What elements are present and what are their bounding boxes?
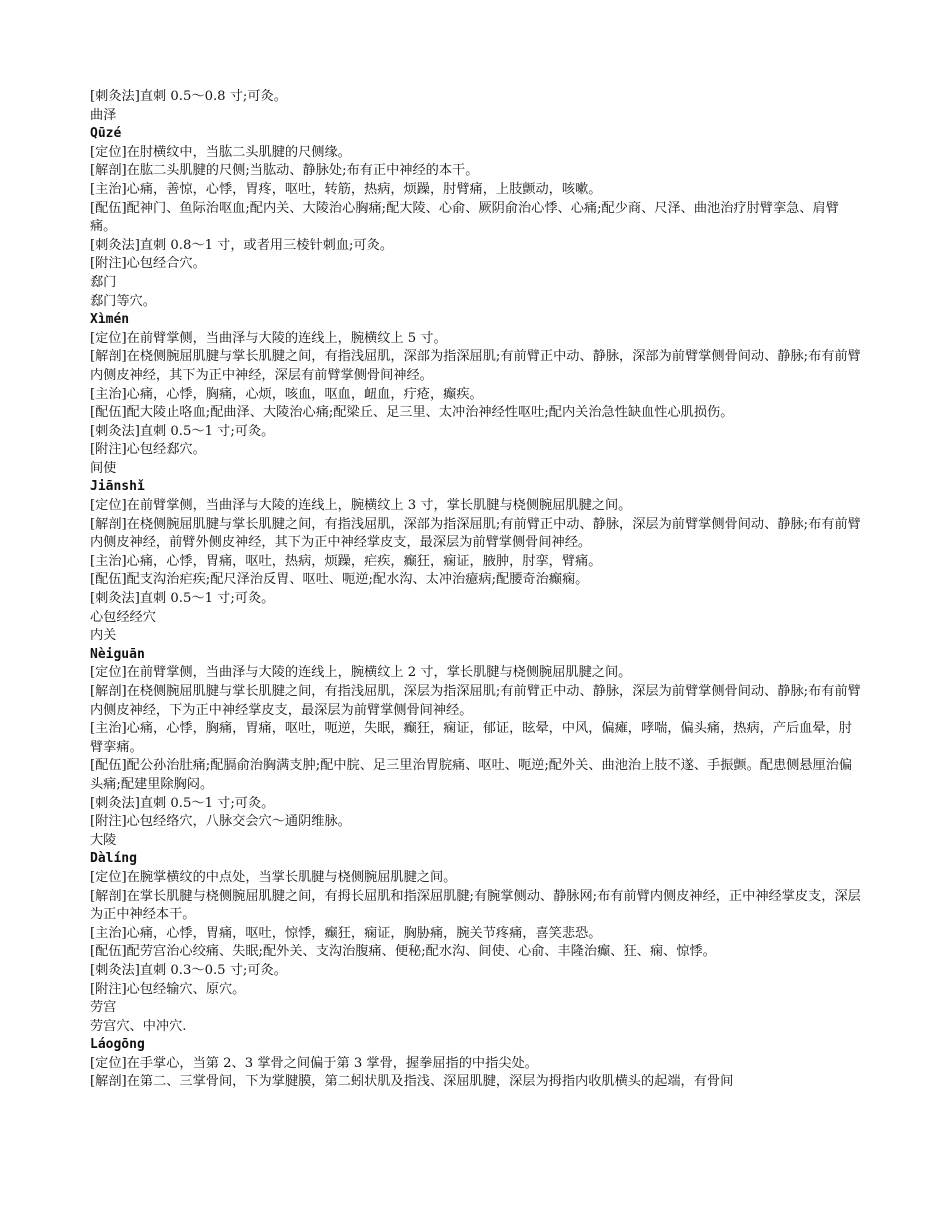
pinyin-line: Láogōng bbox=[90, 1037, 145, 1053]
text-line: [主治]心痛，心悸，胃痛，呕吐，惊悸，癫狂，痫证，胸胁痛，腕关节疼痛，喜笑悲恐。 bbox=[90, 925, 602, 941]
text-line: [定位]在前臂掌侧，当曲泽与大陵的连线上，腕横纹上 3 寸，掌长肌腱与桡侧腕屈肌腱之间。 bbox=[90, 498, 632, 514]
text-line: [配伍]配公孙治肚痛;配膈俞治胸满支肿;配中脘、足三里治胃脘痛、呕吐、呃逆;配外关、曲池治上肢不遂、手振颤。配患侧悬厘治偏头痛;配建里除胸闷。 bbox=[90, 758, 853, 792]
text-line: 曲泽 bbox=[90, 107, 117, 123]
text-line: [解剖]在掌长肌腱与桡侧腕屈肌腱之间，有拇长屈肌和指深屈肌腱;有腕掌侧动、静脉网;布有前臂内侧皮神经，正中神经掌皮支，深层为正中神经本干。 bbox=[90, 888, 861, 923]
text-line: [主治]心痛，善惊，心悸，胃疼，呕吐，转筋，热病，烦躁，肘臂痛，上肢颤动，咳嗽。 bbox=[90, 181, 602, 197]
text-line: [附注]心包经络穴，八脉交会穴～通阴维脉。 bbox=[90, 814, 351, 830]
text-line: [刺灸法]直刺 0.3～0.5 寸;可灸。 bbox=[90, 962, 287, 978]
pinyin-line: Dàlíng bbox=[90, 851, 137, 867]
text-line: [配伍]配支沟治疟疾;配尺泽治反胃、呕吐、呃逆;配水沟、太冲治癔病;配腰奇治癫痫。 bbox=[90, 572, 589, 588]
text-line: [刺灸法]直刺 0.8～1 寸，或者用三棱针刺血;可灸。 bbox=[90, 237, 394, 253]
text-line: [解剖]在第二、三掌骨间，下为掌腱膜，第二蚓状肌及指浅、深屈肌腱，深层为拇指内收肌横头的起端，有骨间 bbox=[90, 1074, 734, 1090]
text-line: [主治]心痛，心悸，胸痛，心烦，咳血，呕血，衄血，疔疮，癫疾。 bbox=[90, 386, 483, 402]
text-line: [解剖]在桡侧腕屈肌腱与掌长肌腱之间，有指浅屈肌，深部为指深屈肌;有前臂正中动、静脉，深层为前臂掌侧骨间动、静脉;布有前臂内侧皮神经，前臂外侧皮神经，其下为正中神经掌皮支，最深层为前臂掌侧骨间神经。 bbox=[90, 516, 861, 551]
text-line: [定位]在肘横纹中，当肱二头肌腱的尺侧缘。 bbox=[90, 144, 351, 160]
text-line: [定位]在前臂掌侧，当曲泽与大陵的连线上，腕横纹上 2 寸，掌长肌腱与桡侧腕屈肌腱之间。 bbox=[90, 665, 632, 681]
document-page bbox=[90, 88, 865, 1092]
text-line: [刺灸法]直刺 0.5～1 寸;可灸。 bbox=[90, 423, 275, 439]
text-line: 内关 bbox=[90, 628, 117, 644]
text-line: 心包经经穴 bbox=[90, 609, 156, 625]
text-line: [配伍]配神门、鱼际治呕血;配内关、大陵治心胸痛;配大陵、心俞、厥阴俞治心悸、心痛;配少商、尺泽、曲池治疗肘臂挛急、肩臂痛。 bbox=[90, 200, 839, 235]
text-line: 郄门等穴。 bbox=[90, 293, 156, 309]
pinyin-line: Xìmén bbox=[90, 312, 130, 328]
text-line: [刺灸法]直刺 0.5～1 寸;可灸。 bbox=[90, 591, 275, 607]
text-line: [主治]心痛，心悸，胸痛，胃痛，呕吐，呃逆，失眠，癫狂，痫证，郁证，眩晕，中风，偏瘫，哮喘，偏头痛，热病，产后血晕，肘臂挛痛。 bbox=[90, 721, 852, 755]
pinyin-line: Nèiguān bbox=[90, 646, 145, 662]
text-line: [解剖]在肱二头肌腱的尺侧;当肱动、静脉处;布有正中神经的本干。 bbox=[90, 163, 479, 179]
text-line: [解剖]在桡侧腕屈肌腱与掌长肌腱之间，有指浅屈肌，深部为指深屈肌;有前臂正中动、静脉，深部为前臂掌侧骨间动、静脉;布有前臂内侧皮神经，其下为正中神经，深层有前臂掌侧骨间神经。 bbox=[90, 349, 861, 383]
text-line: 间使 bbox=[90, 460, 117, 476]
text-line: 郄门 bbox=[90, 274, 117, 290]
text-line: [定位]在腕掌横纹的中点处，当掌长肌腱与桡侧腕屈肌腱之间。 bbox=[90, 869, 457, 885]
text-line: 劳宫穴、中冲穴. bbox=[90, 1018, 187, 1034]
pinyin-line: Jiānshǐ bbox=[90, 479, 145, 495]
text-line: [附注]心包经郄穴。 bbox=[90, 442, 206, 458]
text-line: [刺灸法]直刺 0.5～1 寸;可灸。 bbox=[90, 795, 275, 811]
text-line: [解剖]在桡侧腕屈肌腱与掌长肌腱之间，有指浅屈肌，深层为指深屈肌;有前臂正中动、静脉，深层为前臂掌侧骨间动、静脉;布有前臂内侧皮神经，下为正中神经掌皮支，最深层为前臂掌侧骨间神经。 bbox=[90, 684, 861, 718]
text-line: [定位]在手掌心，当第 2、3 掌骨之间偏于第 3 掌骨，握拳屈指的中指尖处。 bbox=[90, 1055, 538, 1071]
text-line: [附注]心包经输穴、原穴。 bbox=[90, 981, 246, 997]
text-line: [配伍]配大陵止咯血;配曲泽、大陵治心痛;配梁丘、足三里、太冲治神经性呕吐;配内关治急性缺血性心肌损伤。 bbox=[90, 405, 734, 421]
text-line: [主治]心痛，心悸，胃痛，呕吐，热病，烦躁，疟疾，癫狂，痫证，腋肿，肘挛，臂痛。 bbox=[90, 553, 602, 569]
text-line: [定位]在前臂掌侧，当曲泽与大陵的连线上，腕横纹上 5 寸。 bbox=[90, 330, 447, 346]
text-line: 劳宫 bbox=[90, 1000, 117, 1016]
text-line: [配伍]配劳宫治心绞痛、失眠;配外关、支沟治腹痛、便秘;配水沟、间使、心俞、丰隆治癫、狂、痫、惊悸。 bbox=[90, 944, 716, 960]
text-line: [附注]心包经合穴。 bbox=[90, 256, 206, 272]
text-line: 大陵 bbox=[90, 832, 117, 848]
pinyin-line: Qūzé bbox=[90, 126, 122, 142]
text-line: [刺灸法]直刺 0.5～0.8 寸;可灸。 bbox=[90, 89, 287, 104]
